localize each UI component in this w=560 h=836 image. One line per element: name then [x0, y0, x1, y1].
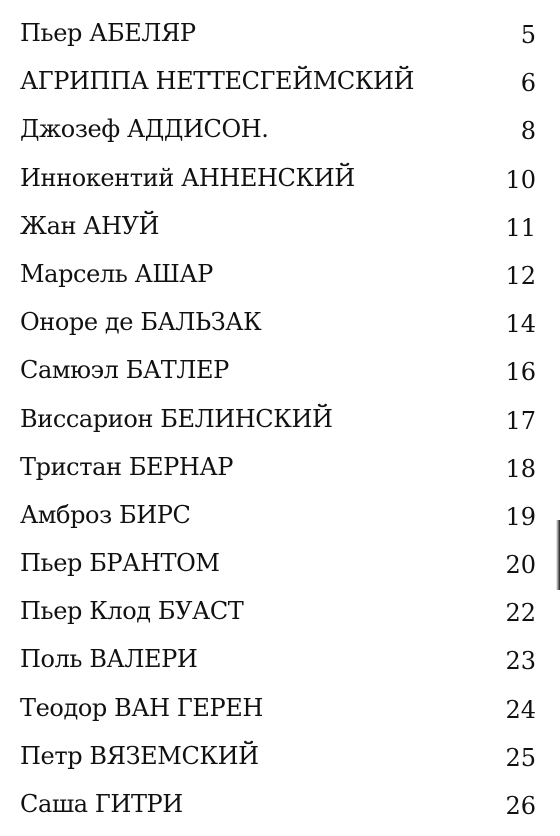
- page-number: 8: [520, 117, 536, 146]
- page-number: 18: [505, 454, 536, 483]
- author-name: Тристан БЕРНАР: [20, 452, 233, 481]
- page-number: 5: [520, 21, 536, 49]
- author-name: Пьер АБЕЛЯР: [20, 19, 196, 47]
- author-name: Поль ВАЛЕРИ: [20, 645, 198, 674]
- author-name: Пьер Клод БУАСТ: [20, 597, 244, 626]
- author-name: АГРИППА НЕТТЕСГЕЙМСКИЙ: [20, 67, 415, 96]
- author-name: Жан АНУЙ: [20, 211, 160, 240]
- author-name: Джозеф АДДИСОН.: [20, 115, 269, 144]
- author-name: Оноре де БАЛЬЗАК: [20, 308, 262, 337]
- page-number: 23: [505, 647, 536, 676]
- toc-entry: [0, 157, 560, 205]
- page-number: 19: [505, 502, 536, 531]
- toc-entry: [0, 542, 560, 590]
- toc-entry: [0, 590, 560, 638]
- page-number: 14: [505, 310, 536, 339]
- page-number: 11: [505, 213, 536, 242]
- toc-entry: [0, 783, 560, 831]
- author-name: Амброз БИРС: [20, 500, 191, 529]
- page-number: 16: [505, 358, 536, 387]
- toc-entry: [0, 301, 560, 349]
- toc-entry: [0, 205, 560, 253]
- author-name: Пьер БРАНТОМ: [20, 549, 220, 578]
- toc-entry: [0, 349, 560, 397]
- author-name: Теодор ВАН ГЕРЕН: [20, 693, 263, 722]
- toc-entry: [0, 108, 560, 156]
- author-name: Иннокентий АННЕНСКИЙ: [20, 163, 355, 192]
- page-number: 22: [505, 599, 536, 628]
- page-number: 26: [505, 792, 536, 820]
- page-number: 10: [505, 165, 536, 194]
- toc-entry: [0, 446, 560, 494]
- author-name: Петр ВЯЗЕМСКИЙ: [20, 741, 259, 770]
- author-name: Саша ГИТРИ: [20, 790, 183, 818]
- table-of-contents: [0, 12, 560, 831]
- toc-entry: [0, 638, 560, 686]
- toc-entry: [0, 494, 560, 542]
- page-number: 6: [520, 69, 536, 98]
- toc-entry: [0, 398, 560, 446]
- author-name: Самюэл БАТЛЕР: [20, 356, 229, 385]
- page-edge-shadow: [556, 520, 560, 590]
- toc-entry: [0, 735, 560, 783]
- author-name: Марсель АШАР: [20, 259, 213, 288]
- page-number: 12: [505, 261, 536, 290]
- page-number: 20: [505, 551, 536, 580]
- page-number: 24: [505, 695, 536, 724]
- toc-entry: [0, 687, 560, 735]
- author-name: Виссарион БЕЛИНСКИЙ: [20, 404, 333, 433]
- page-number: 25: [505, 743, 536, 772]
- toc-entry: [0, 253, 560, 301]
- toc-entry: [0, 60, 560, 108]
- page-number: 17: [505, 406, 536, 435]
- toc-entry: [0, 12, 560, 60]
